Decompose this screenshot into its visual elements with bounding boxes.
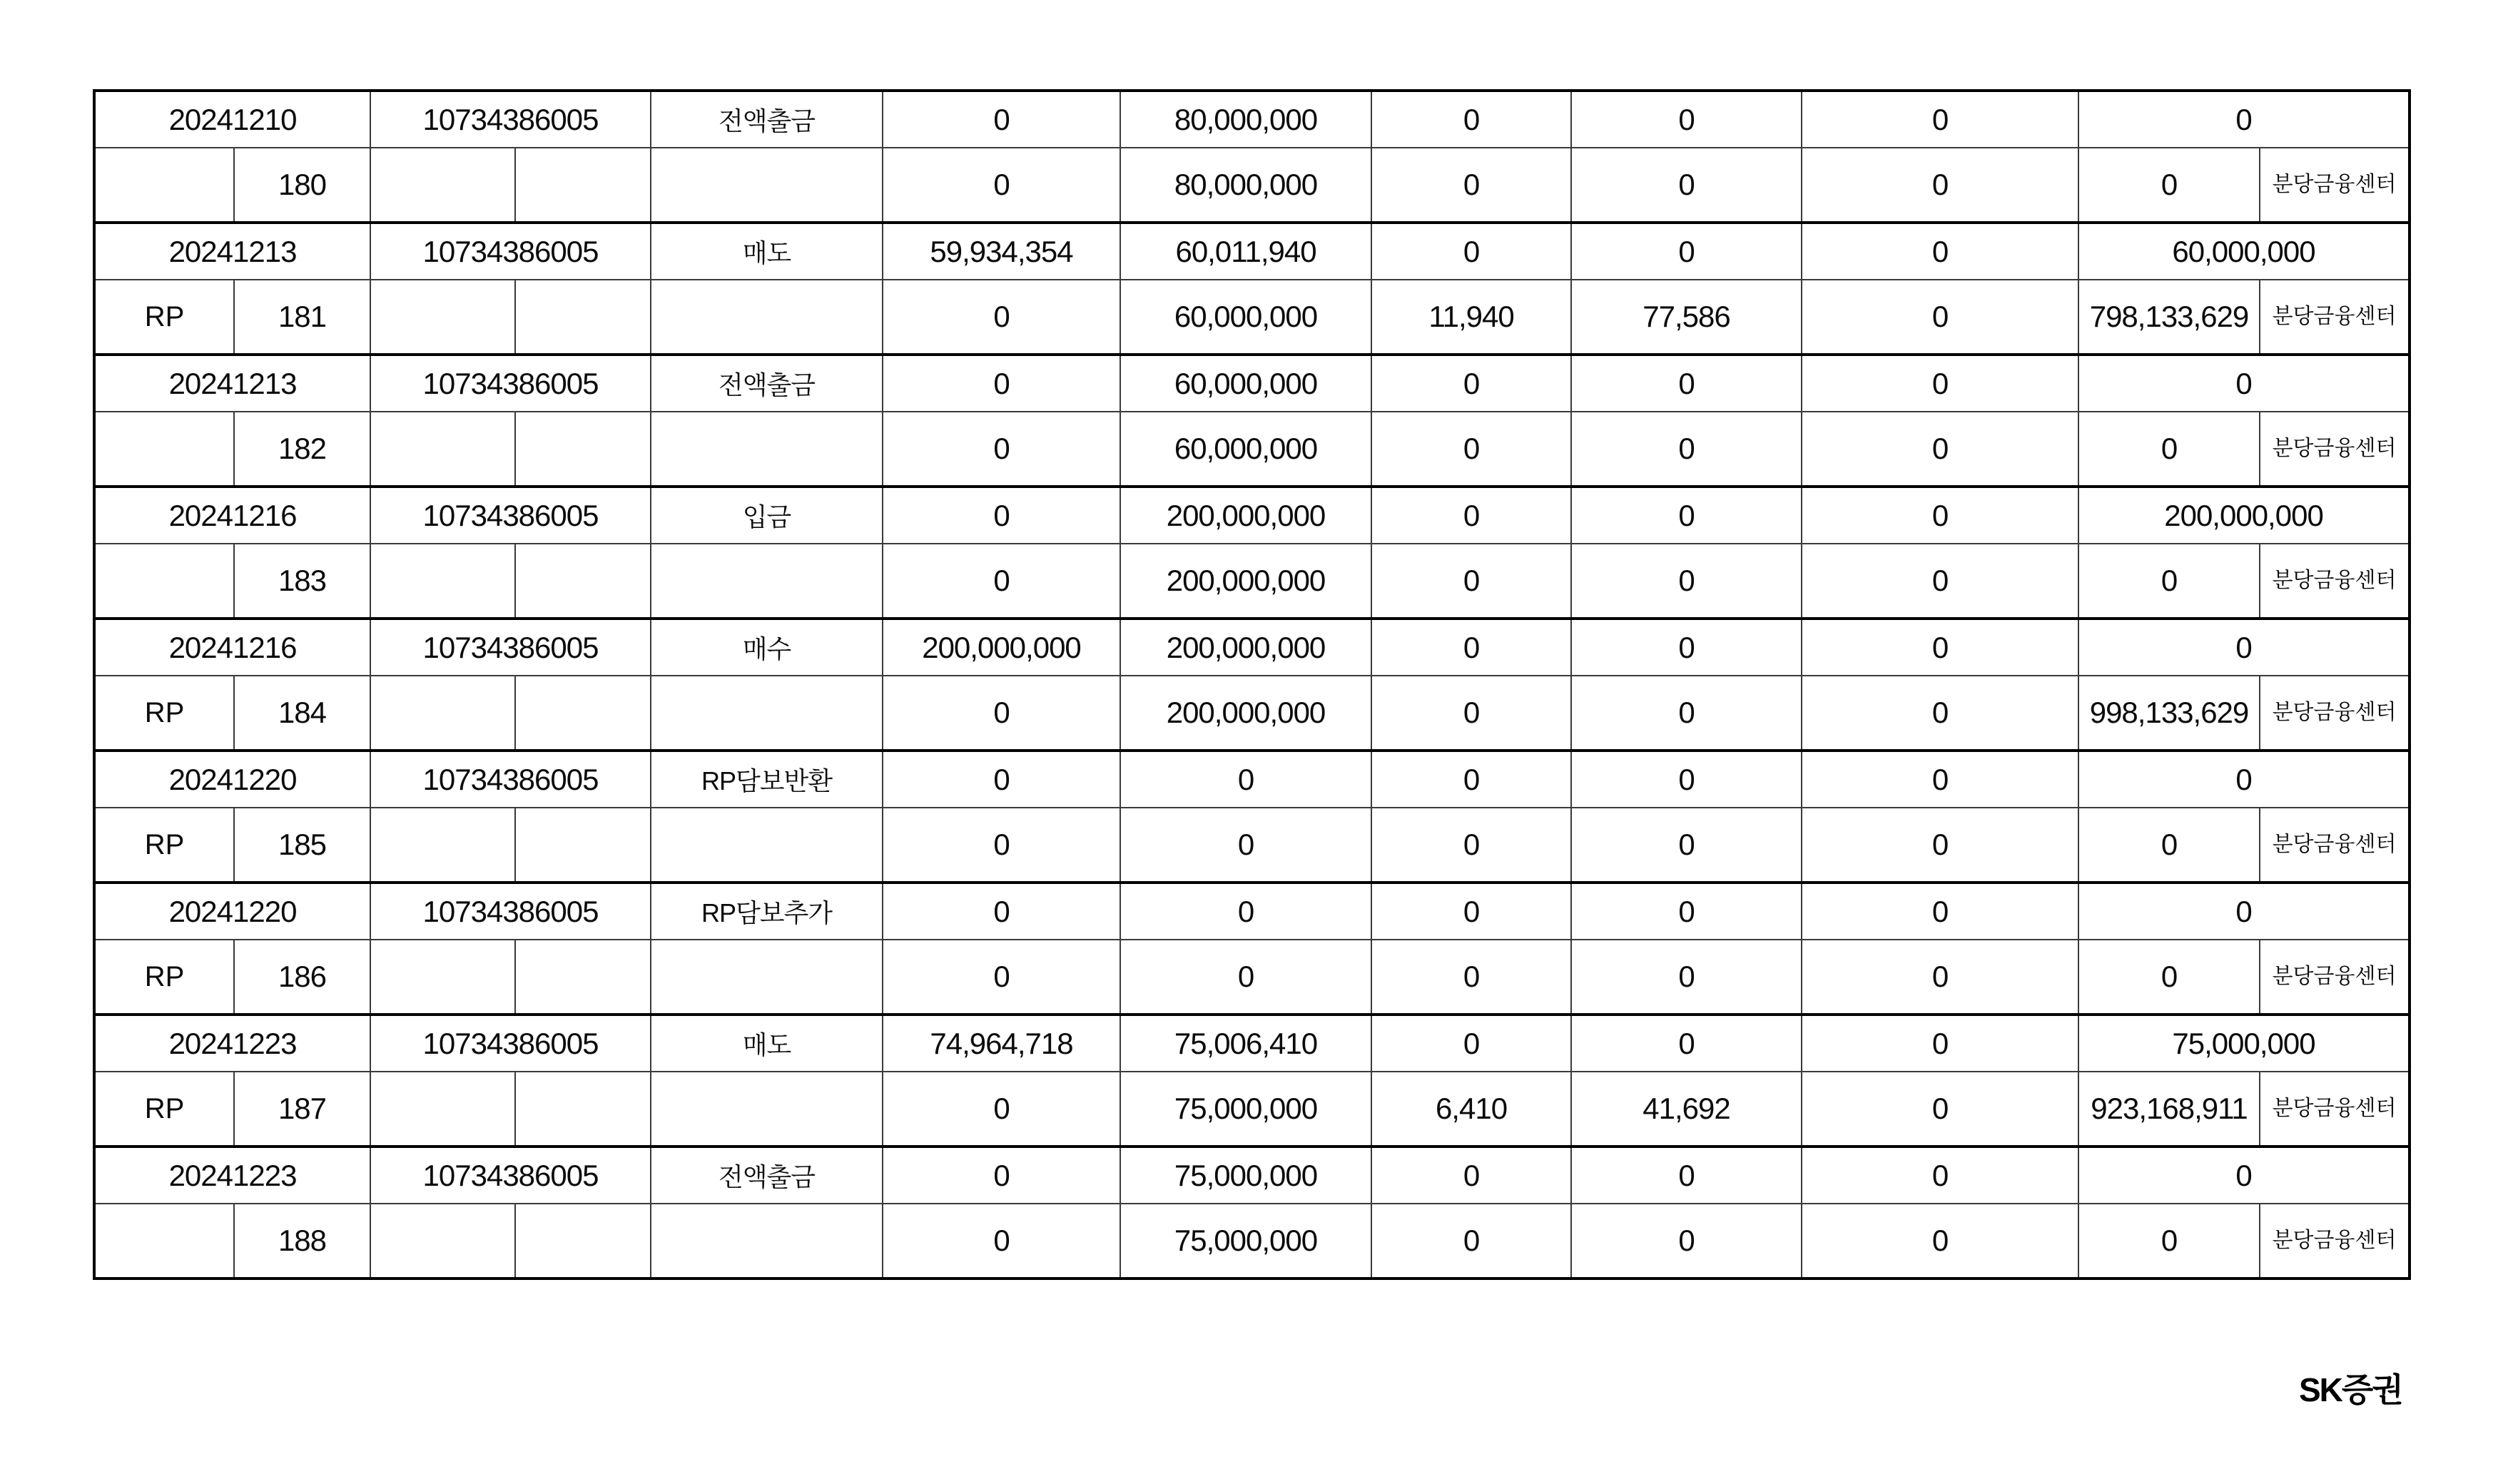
amount-cell: 0 [1571, 1015, 1802, 1072]
amount-cell: 0 [1371, 544, 1571, 619]
sequence-number-cell: 183 [234, 544, 370, 619]
amount-cell: 200,000,000 [883, 619, 1120, 676]
amount-cell: 0 [883, 1147, 1120, 1204]
branch-cell: 분당금융센터 [2260, 1204, 2410, 1279]
amount-cell: 75,000,000 [1120, 1072, 1371, 1147]
amount-cell: 6,410 [1371, 1072, 1571, 1147]
transaction-type-cell: 매수 [651, 619, 883, 676]
spacer-cell [370, 1204, 515, 1279]
amount-cell: 0 [883, 676, 1120, 751]
amount-cell: 200,000,000 [1120, 544, 1371, 619]
amount-cell: 0 [1371, 1147, 1571, 1204]
amount-cell: 0 [1802, 487, 2078, 544]
spacer-cell [651, 1204, 883, 1279]
sequence-number-cell: 187 [234, 1072, 370, 1147]
balance-cell: 923,168,911 [2078, 1072, 2260, 1147]
amount-cell: 0 [1802, 1147, 2078, 1204]
transaction-row-detail [94, 412, 2410, 487]
amount-cell: 0 [1802, 1015, 2078, 1072]
amount-cell: 0 [1371, 355, 1571, 412]
amount-cell: 0 [1571, 487, 1802, 544]
transaction-type-cell: 입금 [651, 487, 883, 544]
amount-cell: 200,000,000 [1120, 676, 1371, 751]
merged-amount-cell: 0 [2078, 883, 2410, 940]
sequence-number-cell: 185 [234, 808, 370, 883]
balance-cell: 0 [2078, 808, 2260, 883]
transaction-row-main [94, 1015, 2410, 1072]
transaction-date-cell: 20241213 [94, 355, 370, 412]
branch-cell: 분당금융센터 [2260, 544, 2410, 619]
transaction-row-detail [94, 544, 2410, 619]
balance-cell: 0 [2078, 940, 2260, 1015]
transaction-row-detail [94, 1072, 2410, 1147]
transaction-table [93, 89, 2411, 1280]
transaction-row-detail [94, 148, 2410, 223]
transaction-row-main [94, 91, 2410, 148]
amount-cell: 0 [1802, 148, 2078, 223]
merged-amount-cell: 75,000,000 [2078, 1015, 2410, 1072]
transaction-row-main [94, 355, 2410, 412]
rp-flag-cell: RP [94, 1072, 234, 1147]
spacer-cell [370, 808, 515, 883]
spacer-cell [651, 544, 883, 619]
amount-cell: 0 [1802, 544, 2078, 619]
amount-cell: 75,006,410 [1120, 1015, 1371, 1072]
transaction-row-main [94, 883, 2410, 940]
transaction-date-cell: 20241220 [94, 883, 370, 940]
amount-cell: 0 [1371, 1204, 1571, 1279]
merged-amount-cell: 60,000,000 [2078, 223, 2410, 280]
spacer-cell [515, 940, 651, 1015]
amount-cell: 11,940 [1371, 280, 1571, 355]
branch-cell: 분당금융센터 [2260, 1072, 2410, 1147]
spacer-cell [515, 1204, 651, 1279]
amount-cell: 60,011,940 [1120, 223, 1371, 280]
spacer-cell [651, 1072, 883, 1147]
transaction-table-body [94, 91, 2410, 1279]
amount-cell: 0 [1371, 1015, 1571, 1072]
spacer-cell [651, 676, 883, 751]
amount-cell: 0 [1802, 940, 2078, 1015]
account-number-cell: 10734386005 [370, 91, 651, 148]
amount-cell: 0 [1802, 280, 2078, 355]
spacer-cell [651, 940, 883, 1015]
transaction-date-cell: 20241210 [94, 91, 370, 148]
amount-cell: 0 [1371, 676, 1571, 751]
amount-cell: 0 [1371, 412, 1571, 487]
transaction-type-cell: 전액출금 [651, 1147, 883, 1204]
transaction-type-cell: 전액출금 [651, 355, 883, 412]
transaction-date-cell: 20241223 [94, 1147, 370, 1204]
transaction-row-main [94, 1147, 2410, 1204]
amount-cell: 80,000,000 [1120, 91, 1371, 148]
amount-cell: 0 [1802, 1072, 2078, 1147]
transaction-type-cell: RP담보반환 [651, 751, 883, 808]
amount-cell: 0 [1802, 91, 2078, 148]
amount-cell: 41,692 [1571, 1072, 1802, 1147]
sequence-number-cell: 182 [234, 412, 370, 487]
transaction-date-cell: 20241220 [94, 751, 370, 808]
amount-cell: 0 [1120, 808, 1371, 883]
merged-amount-cell: 200,000,000 [2078, 487, 2410, 544]
spacer-cell [370, 544, 515, 619]
transaction-type-cell: 매도 [651, 223, 883, 280]
amount-cell: 0 [1371, 619, 1571, 676]
merged-amount-cell: 0 [2078, 1147, 2410, 1204]
amount-cell: 0 [1802, 223, 2078, 280]
branch-cell: 분당금융센터 [2260, 412, 2410, 487]
spacer-cell [370, 676, 515, 751]
amount-cell: 0 [1371, 940, 1571, 1015]
branch-cell: 분당금융센터 [2260, 808, 2410, 883]
amount-cell: 0 [883, 1204, 1120, 1279]
amount-cell: 0 [1120, 883, 1371, 940]
sequence-number-cell: 181 [234, 280, 370, 355]
amount-cell: 0 [883, 544, 1120, 619]
transaction-date-cell: 20241216 [94, 487, 370, 544]
merged-amount-cell: 0 [2078, 355, 2410, 412]
spacer-cell [515, 280, 651, 355]
amount-cell: 0 [1571, 1204, 1802, 1279]
transaction-row-main [94, 619, 2410, 676]
amount-cell: 0 [1571, 619, 1802, 676]
amount-cell: 0 [883, 751, 1120, 808]
sk-securities-logo: SK증권 [2299, 1371, 2402, 1408]
amount-cell: 0 [1571, 676, 1802, 751]
amount-cell: 60,000,000 [1120, 355, 1371, 412]
transaction-row-detail [94, 280, 2410, 355]
balance-cell: 0 [2078, 148, 2260, 223]
amount-cell: 77,586 [1571, 280, 1802, 355]
merged-amount-cell: 0 [2078, 619, 2410, 676]
rp-flag-cell [94, 148, 234, 223]
account-number-cell: 10734386005 [370, 487, 651, 544]
amount-cell: 0 [1802, 1204, 2078, 1279]
rp-flag-cell: RP [94, 280, 234, 355]
spacer-cell [651, 808, 883, 883]
transaction-row-detail [94, 1204, 2410, 1279]
transaction-type-cell: RP담보추가 [651, 883, 883, 940]
amount-cell: 0 [1802, 751, 2078, 808]
amount-cell: 0 [883, 1072, 1120, 1147]
amount-cell: 0 [883, 883, 1120, 940]
amount-cell: 0 [883, 280, 1120, 355]
amount-cell: 75,000,000 [1120, 1147, 1371, 1204]
transaction-row-detail [94, 808, 2410, 883]
amount-cell: 0 [1571, 412, 1802, 487]
sequence-number-cell: 186 [234, 940, 370, 1015]
amount-cell: 0 [1571, 223, 1802, 280]
transaction-date-cell: 20241213 [94, 223, 370, 280]
merged-amount-cell: 0 [2078, 751, 2410, 808]
amount-cell: 0 [1802, 808, 2078, 883]
amount-cell: 80,000,000 [1120, 148, 1371, 223]
spacer-cell [370, 148, 515, 223]
balance-cell: 0 [2078, 412, 2260, 487]
amount-cell: 60,000,000 [1120, 412, 1371, 487]
spacer-cell [651, 412, 883, 487]
amount-cell: 0 [1571, 1147, 1802, 1204]
sequence-number-cell: 184 [234, 676, 370, 751]
spacer-cell [370, 412, 515, 487]
spacer-cell [651, 148, 883, 223]
amount-cell: 0 [1371, 487, 1571, 544]
account-number-cell: 10734386005 [370, 751, 651, 808]
amount-cell: 0 [1120, 940, 1371, 1015]
rp-flag-cell: RP [94, 808, 234, 883]
rp-flag-cell: RP [94, 940, 234, 1015]
amount-cell: 0 [883, 808, 1120, 883]
transaction-row-detail [94, 676, 2410, 751]
branch-cell: 분당금융센터 [2260, 940, 2410, 1015]
amount-cell: 0 [883, 91, 1120, 148]
transaction-date-cell: 20241216 [94, 619, 370, 676]
rp-flag-cell [94, 1204, 234, 1279]
spacer-cell [515, 808, 651, 883]
amount-cell: 0 [1371, 91, 1571, 148]
amount-cell: 74,964,718 [883, 1015, 1120, 1072]
merged-amount-cell: 0 [2078, 91, 2410, 148]
amount-cell: 0 [1571, 940, 1802, 1015]
amount-cell: 0 [1571, 883, 1802, 940]
transaction-type-cell: 매도 [651, 1015, 883, 1072]
amount-cell: 0 [1371, 751, 1571, 808]
sequence-number-cell: 180 [234, 148, 370, 223]
amount-cell: 0 [1371, 223, 1571, 280]
amount-cell: 200,000,000 [1120, 487, 1371, 544]
amount-cell: 0 [1371, 808, 1571, 883]
amount-cell: 0 [883, 355, 1120, 412]
amount-cell: 0 [1571, 544, 1802, 619]
transaction-date-cell: 20241223 [94, 1015, 370, 1072]
amount-cell: 0 [1802, 676, 2078, 751]
balance-cell: 0 [2078, 544, 2260, 619]
rp-flag-cell [94, 412, 234, 487]
amount-cell: 0 [1120, 751, 1371, 808]
amount-cell: 0 [883, 412, 1120, 487]
amount-cell: 200,000,000 [1120, 619, 1371, 676]
spacer-cell [515, 412, 651, 487]
amount-cell: 0 [1571, 148, 1802, 223]
amount-cell: 0 [883, 148, 1120, 223]
rp-flag-cell [94, 544, 234, 619]
rp-flag-cell: RP [94, 676, 234, 751]
transaction-row-main [94, 751, 2410, 808]
amount-cell: 59,934,354 [883, 223, 1120, 280]
amount-cell: 0 [883, 487, 1120, 544]
transaction-row-main [94, 487, 2410, 544]
branch-cell: 분당금융센터 [2260, 280, 2410, 355]
sequence-number-cell: 188 [234, 1204, 370, 1279]
account-number-cell: 10734386005 [370, 1147, 651, 1204]
transaction-row-detail [94, 940, 2410, 1015]
spacer-cell [515, 544, 651, 619]
spacer-cell [515, 676, 651, 751]
amount-cell: 60,000,000 [1120, 280, 1371, 355]
amount-cell: 0 [883, 940, 1120, 1015]
amount-cell: 0 [1571, 91, 1802, 148]
amount-cell: 0 [1802, 883, 2078, 940]
account-number-cell: 10734386005 [370, 355, 651, 412]
amount-cell: 0 [1802, 355, 2078, 412]
spacer-cell [651, 280, 883, 355]
spacer-cell [515, 1072, 651, 1147]
amount-cell: 0 [1571, 355, 1802, 412]
transaction-row-main [94, 223, 2410, 280]
balance-cell: 998,133,629 [2078, 676, 2260, 751]
amount-cell: 0 [1571, 808, 1802, 883]
spacer-cell [370, 940, 515, 1015]
spacer-cell [370, 280, 515, 355]
amount-cell: 0 [1371, 883, 1571, 940]
account-number-cell: 10734386005 [370, 223, 651, 280]
transaction-type-cell: 전액출금 [651, 91, 883, 148]
branch-cell: 분당금융센터 [2260, 676, 2410, 751]
balance-cell: 798,133,629 [2078, 280, 2260, 355]
amount-cell: 0 [1371, 148, 1571, 223]
account-number-cell: 10734386005 [370, 883, 651, 940]
branch-cell: 분당금융센터 [2260, 148, 2410, 223]
amount-cell: 0 [1802, 619, 2078, 676]
amount-cell: 0 [1571, 751, 1802, 808]
balance-cell: 0 [2078, 1204, 2260, 1279]
amount-cell: 0 [1802, 412, 2078, 487]
spacer-cell [370, 1072, 515, 1147]
spacer-cell [515, 148, 651, 223]
amount-cell: 75,000,000 [1120, 1204, 1371, 1279]
account-number-cell: 10734386005 [370, 619, 651, 676]
account-number-cell: 10734386005 [370, 1015, 651, 1072]
